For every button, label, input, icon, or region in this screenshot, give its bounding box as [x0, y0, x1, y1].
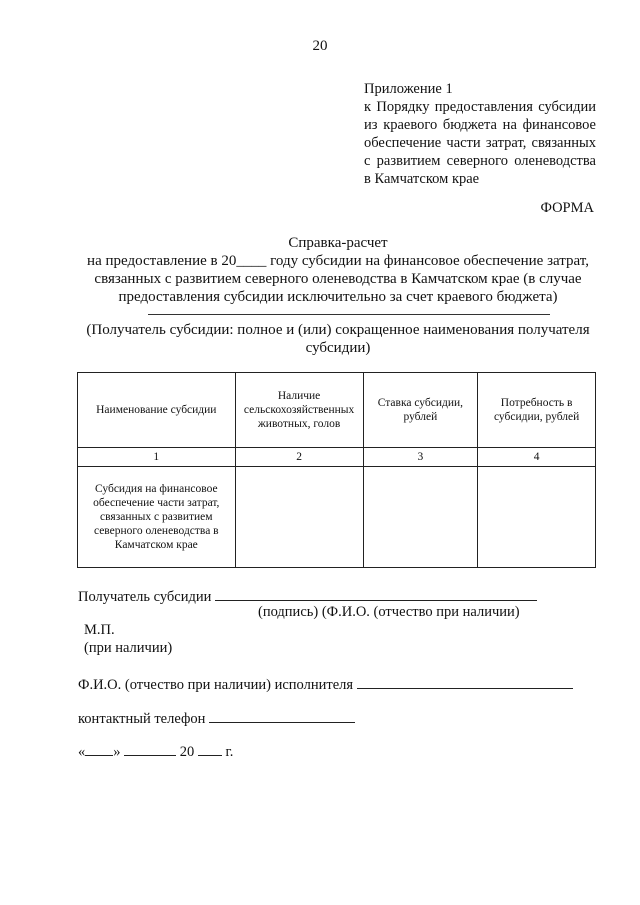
date-close-quote: » — [113, 744, 121, 760]
recipient-signature-line[interactable] — [215, 586, 537, 601]
recipient-caption: (Получатель субсидии: полное и (или) сокращенное наименования получателя субсидии) — [86, 322, 590, 356]
table-row — [78, 467, 596, 568]
table-header-row — [78, 373, 596, 448]
phone-line[interactable] — [209, 708, 355, 723]
document-subtitle-line-3: предоставления субсидии исключительно за счет краевого бюджета) — [118, 289, 558, 305]
subsidy-table — [77, 372, 596, 568]
document-heading — [78, 234, 598, 306]
date-month-line[interactable] — [124, 741, 176, 756]
column-number: 4 — [478, 448, 596, 467]
date-year-line[interactable] — [198, 741, 222, 756]
date-year-prefix: 20 — [179, 744, 195, 760]
attachment-body: к Порядку предоставления субсидии из краевого бюджета на финансовое обеспечение части затрат, связанных с развитием северного оленеводства в Камчатском крае — [364, 99, 596, 187]
date-open-quote: « — [78, 744, 86, 760]
column-number: 2 — [235, 448, 363, 467]
stamp-label: М.П. — [84, 622, 115, 638]
column-number: 3 — [363, 448, 478, 467]
page-number: 20 — [312, 38, 328, 54]
table-column-number-row — [78, 448, 596, 467]
animals-count-cell[interactable] — [235, 467, 363, 568]
date-day-line[interactable] — [85, 741, 113, 756]
table-header-cell: Ставка субсидии, рублей — [363, 373, 478, 448]
stamp-note: (при наличии) — [84, 640, 173, 656]
attachment-block — [364, 80, 596, 188]
attachment-title: Приложение 1 — [364, 81, 453, 97]
table-header-cell: Потребность в субсидии, рублей — [478, 373, 596, 448]
recipient-label: Получатель субсидии — [78, 589, 212, 605]
date-suffix: г. — [225, 744, 234, 760]
phone-field — [78, 708, 355, 728]
signature-caption: (подпись) (Ф.И.О. (отчество при наличии) — [258, 604, 520, 620]
date-field — [78, 741, 233, 761]
phone-label: контактный телефон — [78, 711, 206, 727]
document-subtitle-line-1: на предоставление в 20____ году субсидии на финансовое обеспечение затрат, — [87, 253, 589, 269]
document-subtitle-line-2: связанных с развитием северного оленеводства в Камчатском крае (в случае — [94, 271, 582, 287]
table-header-cell: Наименование субсидии — [78, 373, 236, 448]
executor-label: Ф.И.О. (отчество при наличии) исполнителя — [78, 677, 354, 693]
subsidy-need-cell[interactable] — [478, 467, 596, 568]
form-label: ФОРМА — [540, 200, 594, 216]
document-title: Справка-расчет — [288, 235, 388, 251]
executor-field — [78, 674, 573, 694]
executor-name-line[interactable] — [357, 674, 573, 689]
subsidy-name-cell: Субсидия на финансовое обеспечение части затрат, связанных с развитием северного оленеводства в Камчатском крае — [78, 467, 236, 568]
recipient-name-line[interactable] — [148, 314, 550, 315]
column-number: 1 — [78, 448, 236, 467]
subsidy-rate-cell[interactable] — [363, 467, 478, 568]
table-header-cell: Наличие сельскохозяйственных животных, голов — [235, 373, 363, 448]
